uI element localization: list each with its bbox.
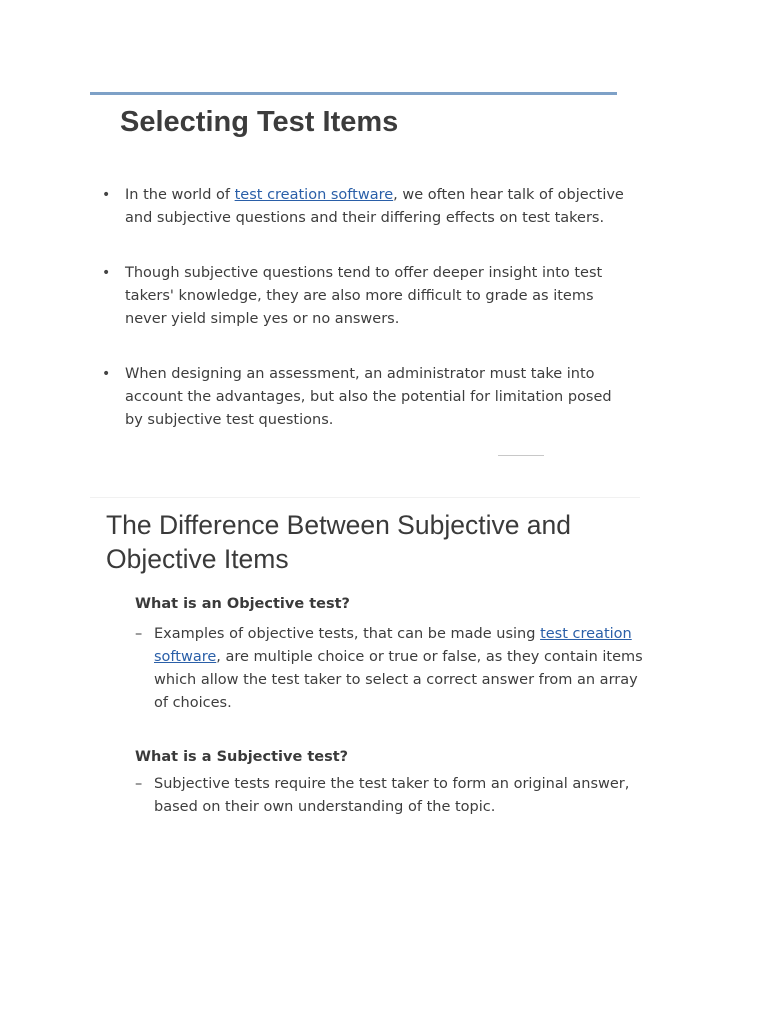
dash-marker: – — [135, 776, 143, 792]
bullet-marker: • — [102, 265, 111, 281]
bullet-item — [102, 184, 627, 230]
bullet-text-start: In the world of — [125, 187, 235, 203]
decorative-mark — [498, 455, 544, 456]
slide-title: The Difference Between Subjective and Objective Items — [106, 510, 572, 574]
bullet-item — [102, 363, 627, 432]
bullet-text-end: , we often hear talk of objective and subjective questions and their differing effects on test takers. — [125, 187, 624, 226]
bullet-marker: • — [102, 187, 111, 203]
slide-difference-subjective-objective — [90, 506, 643, 826]
slide-selecting-test-items — [90, 92, 640, 464]
objective-text-start: Examples of objective tests, that can be made using — [154, 626, 541, 642]
slide-top-rule — [90, 92, 617, 95]
objective-test-heading: What is an Objective test? — [135, 596, 350, 612]
bullet-text: When designing an assessment, an administrator must take into account the advantages, but also the potential for limitation posed by subjective test questions. — [125, 366, 612, 428]
slide-divider — [90, 497, 640, 498]
bullet-item — [102, 262, 627, 331]
subjective-test-description — [135, 773, 654, 819]
objective-text-end: , are multiple choice or true or false, as they contain items which allow the test taker to select a correct answer from an array of choices. — [154, 649, 643, 711]
bullet-list — [102, 184, 627, 464]
test-creation-software-link[interactable]: test creation software — [234, 187, 394, 203]
slide-title: Selecting Test Items — [120, 106, 399, 138]
dash-marker: – — [135, 626, 143, 642]
subjective-test-heading: What is a Subjective test? — [135, 749, 349, 765]
bullet-marker: • — [102, 366, 111, 382]
subjective-text: Subjective tests require the test taker to form an original answer, based on their own understanding of the topic. — [154, 776, 630, 815]
objective-test-description — [135, 623, 654, 715]
bullet-text: Though subjective questions tend to offer deeper insight into test takers' knowledge, they are also more difficult to grade as items never yield simple yes or no answers. — [125, 265, 603, 327]
test-creation-software-link[interactable]: test creation software — [154, 626, 632, 665]
